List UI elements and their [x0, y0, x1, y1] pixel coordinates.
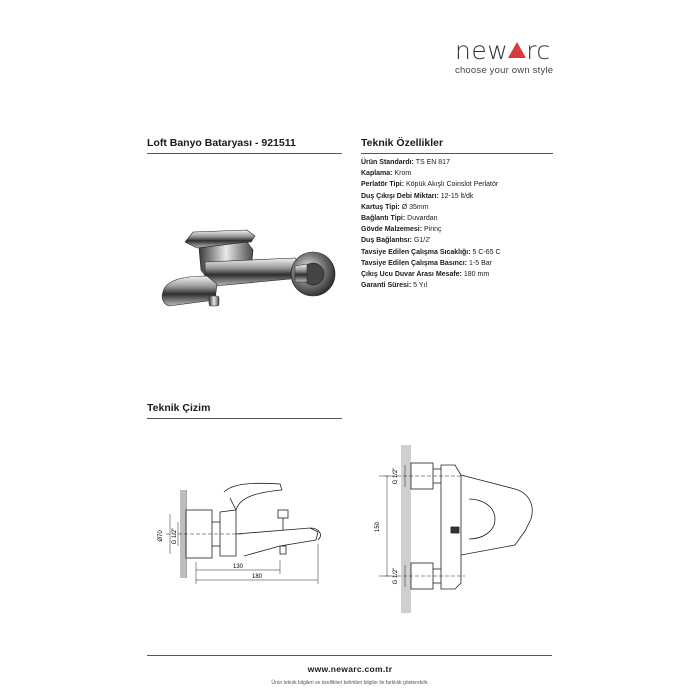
spec-row: Ürün Standardı: TS EN 817	[361, 159, 450, 166]
dim-d70: Ø70	[158, 530, 164, 542]
spec-row: Gövde Malzemesi: Pirinç	[361, 226, 442, 234]
footer-url[interactable]: www.newarc.com.tr	[307, 664, 393, 674]
drawing-title: Teknik Çizim	[147, 402, 211, 414]
spec-row: Kartuş Tipi: Ø 35mm	[361, 203, 429, 211]
brand-logo	[455, 38, 565, 76]
dim-150: 150	[375, 521, 381, 533]
spec-row: Kaplama: Krom	[361, 170, 412, 178]
dim-130: 130	[232, 564, 244, 570]
specs-title: Teknik Özellikler	[361, 137, 444, 149]
footer-rule	[147, 655, 552, 656]
spec-row: Çıkış Ucu Duvar Arası Mesafe: 180 mm	[361, 271, 490, 279]
product-photo	[155, 220, 355, 320]
side-view-drawing	[140, 470, 360, 595]
spec-row: Duş Bağlantısı: G1/2'	[361, 237, 431, 245]
spec-row: Bağlantı Tipi: Duvardan	[361, 215, 438, 223]
drawing-title-rule	[147, 418, 342, 419]
logo-wordmark: new rc	[455, 36, 551, 65]
dim-g12-top: G 1/2"	[393, 467, 399, 485]
specs-title-rule	[361, 153, 553, 154]
spec-row: Perlatör Tipi: Köpük Akışlı Coinslot Perlatör	[361, 181, 499, 189]
dim-180: 180	[251, 574, 263, 580]
product-title: Loft Banyo Bataryası - 921511	[147, 137, 296, 149]
dim-g12-side: G 1/2"	[172, 527, 178, 545]
spec-row: Garanti Süresi: 5 Yıl	[361, 282, 428, 290]
logo-triangle-icon	[508, 42, 526, 58]
logo-tagline: choose your own style	[455, 65, 554, 76]
front-view-drawing	[365, 435, 565, 625]
dim-g12-bottom: G 1/2"	[393, 567, 399, 585]
footer-note: Ürün teknik bilgileri ve özellikleri belirtilen bilgiler ile farklılık gösterebilir.	[271, 680, 429, 686]
specs-list	[361, 157, 561, 291]
spec-row: Duş Çıkışı Debi Miktarı: 12-15 lt/dk	[361, 192, 474, 200]
product-title-rule	[147, 153, 342, 154]
spec-row: Tavsiye Edilen Çalışma Basıncı: 1-5 Bar	[361, 259, 493, 267]
spec-row: Tavsiye Edilen Çalışma Sıcaklığı: 5 C-65 C	[361, 248, 501, 256]
